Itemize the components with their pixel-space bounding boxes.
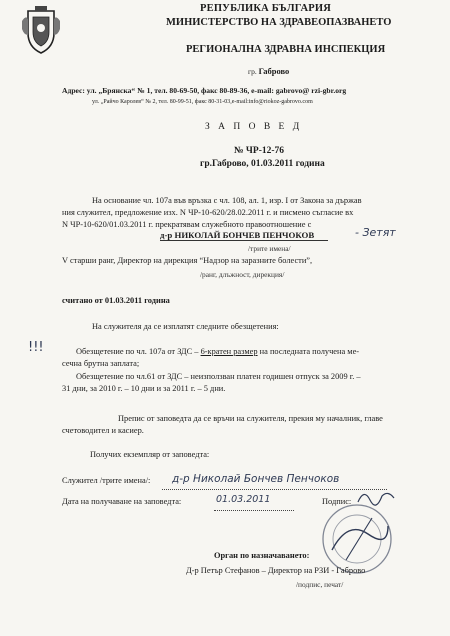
order-number: № ЧР-12-76 <box>234 146 285 156</box>
order-title: З А П О В Е Д <box>205 122 303 132</box>
compensation-item1-c: на последната получена ме- <box>257 347 360 356</box>
employee-field-label: Служител /трите имена/: <box>62 476 151 485</box>
date-received-label: Дата на получаване на заповедта: <box>62 497 182 506</box>
paragraph1-line2: ния служител, предложение изх. N ЧР-10-620/28.02.2011 г. и писмено съгласие вх <box>62 208 354 217</box>
inspection-heading: РЕГИОНАЛНА ЗДРАВНА ИНСПЕКЦИЯ <box>186 44 386 55</box>
handwritten-employee-name: д-р Николай Бончев Пенчоков <box>172 473 340 485</box>
city-line <box>248 66 289 76</box>
city-name: Габрово <box>258 66 290 76</box>
compensation-intro: На служителя да се изплатят следните обезщетения: <box>92 322 279 331</box>
country-heading: РЕПУБЛИКА БЪЛГАРИЯ <box>200 3 332 14</box>
copy-instruction-line2: счетоводител и касиер. <box>62 426 144 435</box>
address-main: Адрес: ул. „Брянска“ № 1, тел. 80-69-50, факс 80-89-36, e-mail: gabrovo@ rzi-gbr.org <box>62 86 347 95</box>
effective-date: считано от 01.03.2011 година <box>62 296 170 305</box>
paragraph1-line1: На основание чл. 107а във връзка с чл. 108, ал. 1, изр. I от Закона за държав <box>92 196 362 205</box>
paragraph1-line3: N ЧР-10-620/01.03.2011 г. прекратявам служебното правоотношение с <box>62 220 312 229</box>
authority-name: Д-р Петър Стефанов – Директор на РЗИ - Габрово <box>186 566 366 575</box>
compensation-item2: Обезщетение по чл.61 от ЗДС – неизползван платен годишен отпуск за 2009 г. – <box>76 372 361 381</box>
employee-position-caption: /ранг, длъжност, дирекция/ <box>200 270 285 279</box>
compensation-item1-b: 6-кратен размер <box>200 347 258 356</box>
order-place-date: гр.Габрово, 01.03.2011 година <box>200 159 325 169</box>
coat-of-arms-icon <box>20 5 62 55</box>
employee-name-caption: /трите имена/ <box>248 244 291 253</box>
compensation-item1-cont: сечна брутна заплата; <box>62 359 140 368</box>
copy-instruction-line1: Препис от заповедта да се връчи на служителя, прекия му началник, главе <box>118 414 383 423</box>
handwritten-annotation: - Зетят <box>355 226 396 239</box>
city-prefix: гр. <box>248 67 257 76</box>
compensation-item2-cont: 31 дни, за 2010 г. – 10 дни и за 2011 г. – 5 дни. <box>62 384 226 393</box>
ministry-heading: МИНИСТЕРСТВО НА ЗДРАВЕОПАЗВАНЕТО <box>166 17 392 28</box>
address-secondary: ул. „Райчо Каролев“ № 2, тел. 80-99-51, факс 80-31-03,e-mail:info@riokoz-gabrovo.com <box>92 99 313 105</box>
date-received-line <box>214 510 294 511</box>
compensation-item1-a: Обезщетение по чл. 107а от ЗДС – <box>76 347 201 356</box>
signature-label: Подпис: <box>322 497 352 506</box>
authority-caption: /подпис, печат/ <box>296 580 344 589</box>
compensation-item1 <box>76 347 359 356</box>
employee-position: V старши ранг, Директор на дирекция “Надзор на заразните болести”, <box>62 256 313 265</box>
handwritten-date: 01.03.2011 <box>216 494 271 505</box>
handwritten-margin-mark: !!! <box>28 340 44 355</box>
employee-field-line <box>162 489 387 490</box>
received-label: Получих екземпляр от заповедта: <box>90 450 210 459</box>
employee-name: д-р НИКОЛАЙ БОНЧЕВ ПЕНЧОКОВ <box>160 230 328 241</box>
authority-label: Орган по назначаването: <box>214 551 310 560</box>
